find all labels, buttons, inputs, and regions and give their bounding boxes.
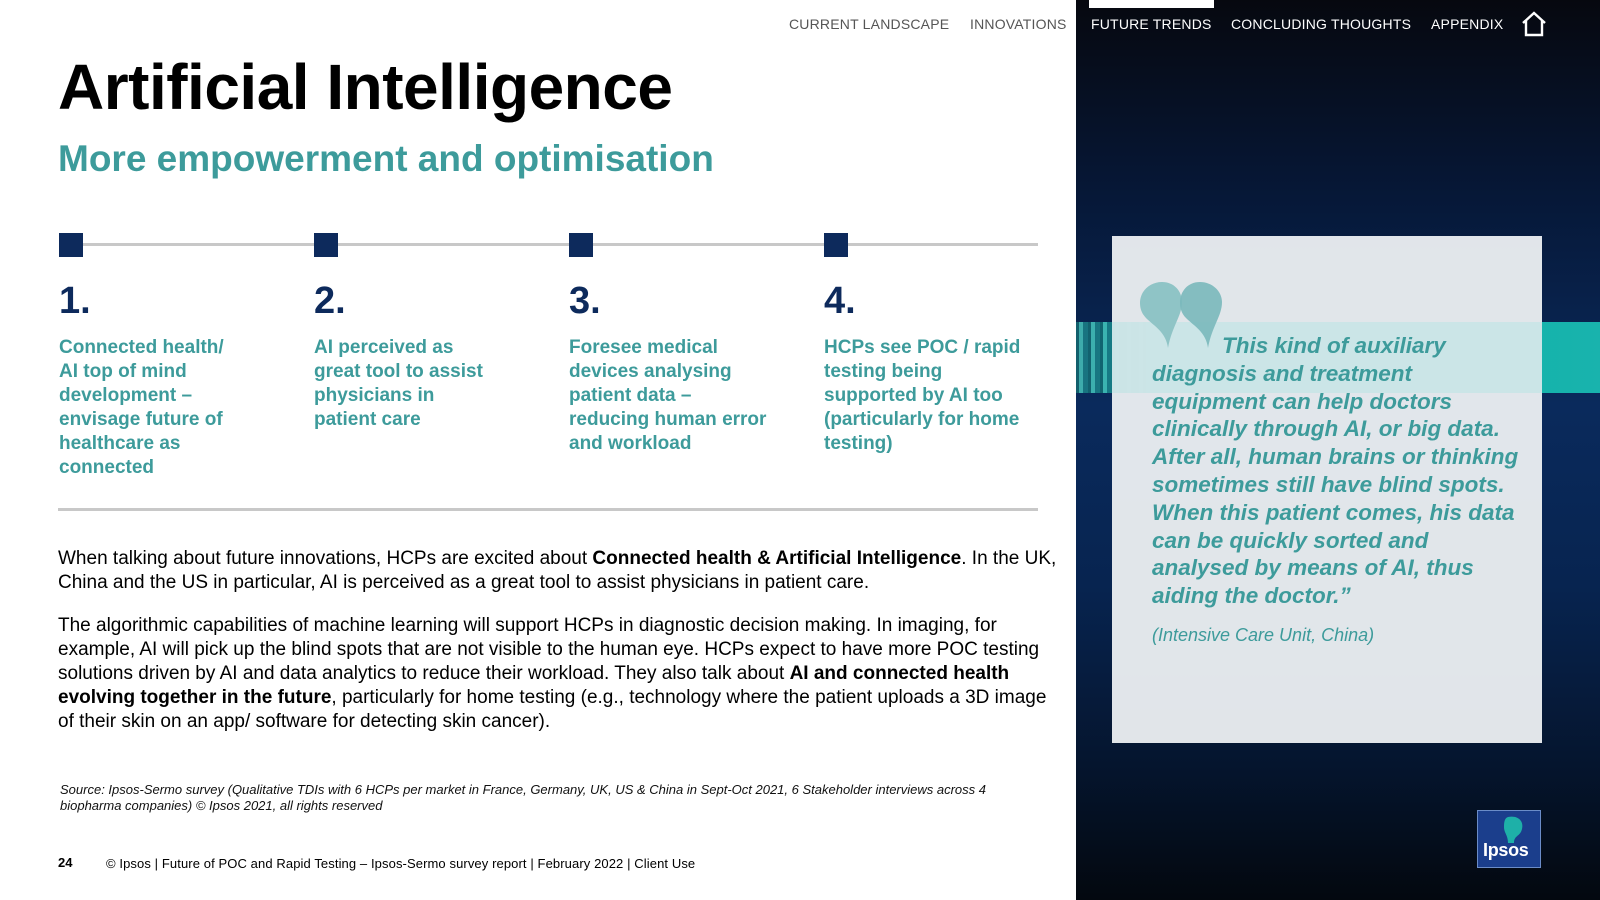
step-text: HCPs see POC / rapid testing being supported by AI too (particularly for home testing) bbox=[824, 337, 1021, 454]
step-marker bbox=[59, 233, 83, 257]
top-navigation bbox=[0, 0, 1600, 48]
nav-tab-appendix[interactable]: APPENDIX bbox=[1431, 16, 1504, 32]
page-subtitle: More empowerment and optimisation bbox=[58, 138, 714, 179]
emphasis-text: Connected health & Artificial Intelligence bbox=[592, 548, 962, 569]
step-number: 4. bbox=[824, 280, 856, 322]
page-title: Artificial Intelligence bbox=[58, 51, 673, 123]
body-paragraph-2: The algorithmic capabilities of machine learning will support HCPs in diagnostic decision making. In imaging, for example, AI will pick up the blind spots that are not visible to the human eye. HCPs expect to have more POC testing solutions driven by AI and data analytics to reduce their workload. They also talk about AI and connected health evolving together in the future, particularly for home testing (e.g., technology where the patient uploads a 3D image of their skin on an app/ software for detecting skin cancer). bbox=[58, 615, 1047, 732]
source-note: Source: Ipsos-Sermo survey (Qualitative TDIs with 6 HCPs per market in France, Germany, UK, US & China in Sept-Oct 2021, 6 Stakeholder interviews across 4 biopharma companies) © Ipsos 2021, all rights reserved bbox=[60, 782, 987, 813]
nav-tab-current-landscape[interactable]: CURRENT LANDSCAPE bbox=[789, 16, 950, 32]
step-number: 2. bbox=[314, 280, 346, 322]
emphasis-text: AI and connected health evolving together in the future bbox=[58, 663, 1010, 708]
timeline-step-3 bbox=[569, 233, 809, 456]
body-paragraph-1: When talking about future innovations, HCPs are excited about Connected health & Artificial Intelligence. In the UK, China and the US in particular, AI is perceived as a great tool to assist physicians in patient care. bbox=[58, 548, 1057, 593]
step-text: Connected health/ AI top of mind development – envisage future of healthcare as connected bbox=[59, 337, 224, 478]
step-marker bbox=[824, 233, 848, 257]
step-text: AI perceived as great tool to assist physicians in patient care bbox=[314, 337, 483, 430]
quote-card bbox=[1112, 236, 1542, 743]
nav-tab-concluding-thoughts[interactable]: CONCLUDING THOUGHTS bbox=[1231, 16, 1412, 32]
step-marker bbox=[314, 233, 338, 257]
step-text: Foresee medical devices analysing patient data – reducing human error and workload bbox=[569, 337, 767, 454]
timeline-step-2 bbox=[314, 233, 554, 432]
step-marker bbox=[569, 233, 593, 257]
page-number: 24 bbox=[58, 855, 73, 870]
nav-tab-future-trends[interactable]: FUTURE TRENDS bbox=[1091, 0, 1212, 32]
quote-text: This kind of auxiliary diagnosis and treatment equipment can help doctors clinically through AI, or big data. After all, human brains or thinking sometimes still have blind spots. When this patient comes, his data can be quickly sorted and analysed by means of AI, thus aiding the doctor.” bbox=[1152, 333, 1519, 609]
section-divider bbox=[58, 508, 1038, 511]
ipsos-logo: Ipsos bbox=[1477, 810, 1541, 868]
step-number: 3. bbox=[569, 280, 601, 322]
step-number: 1. bbox=[59, 280, 91, 322]
timeline-step-4 bbox=[824, 233, 1064, 456]
nav-tab-innovations[interactable]: INNOVATIONS bbox=[970, 16, 1067, 32]
quote-attribution: (Intensive Care Unit, China) bbox=[1152, 625, 1375, 645]
footer-text: © Ipsos | Future of POC and Rapid Testing – Ipsos-Sermo survey report | February 2022 | Client Use bbox=[106, 856, 696, 871]
timeline-step-1 bbox=[59, 233, 299, 480]
